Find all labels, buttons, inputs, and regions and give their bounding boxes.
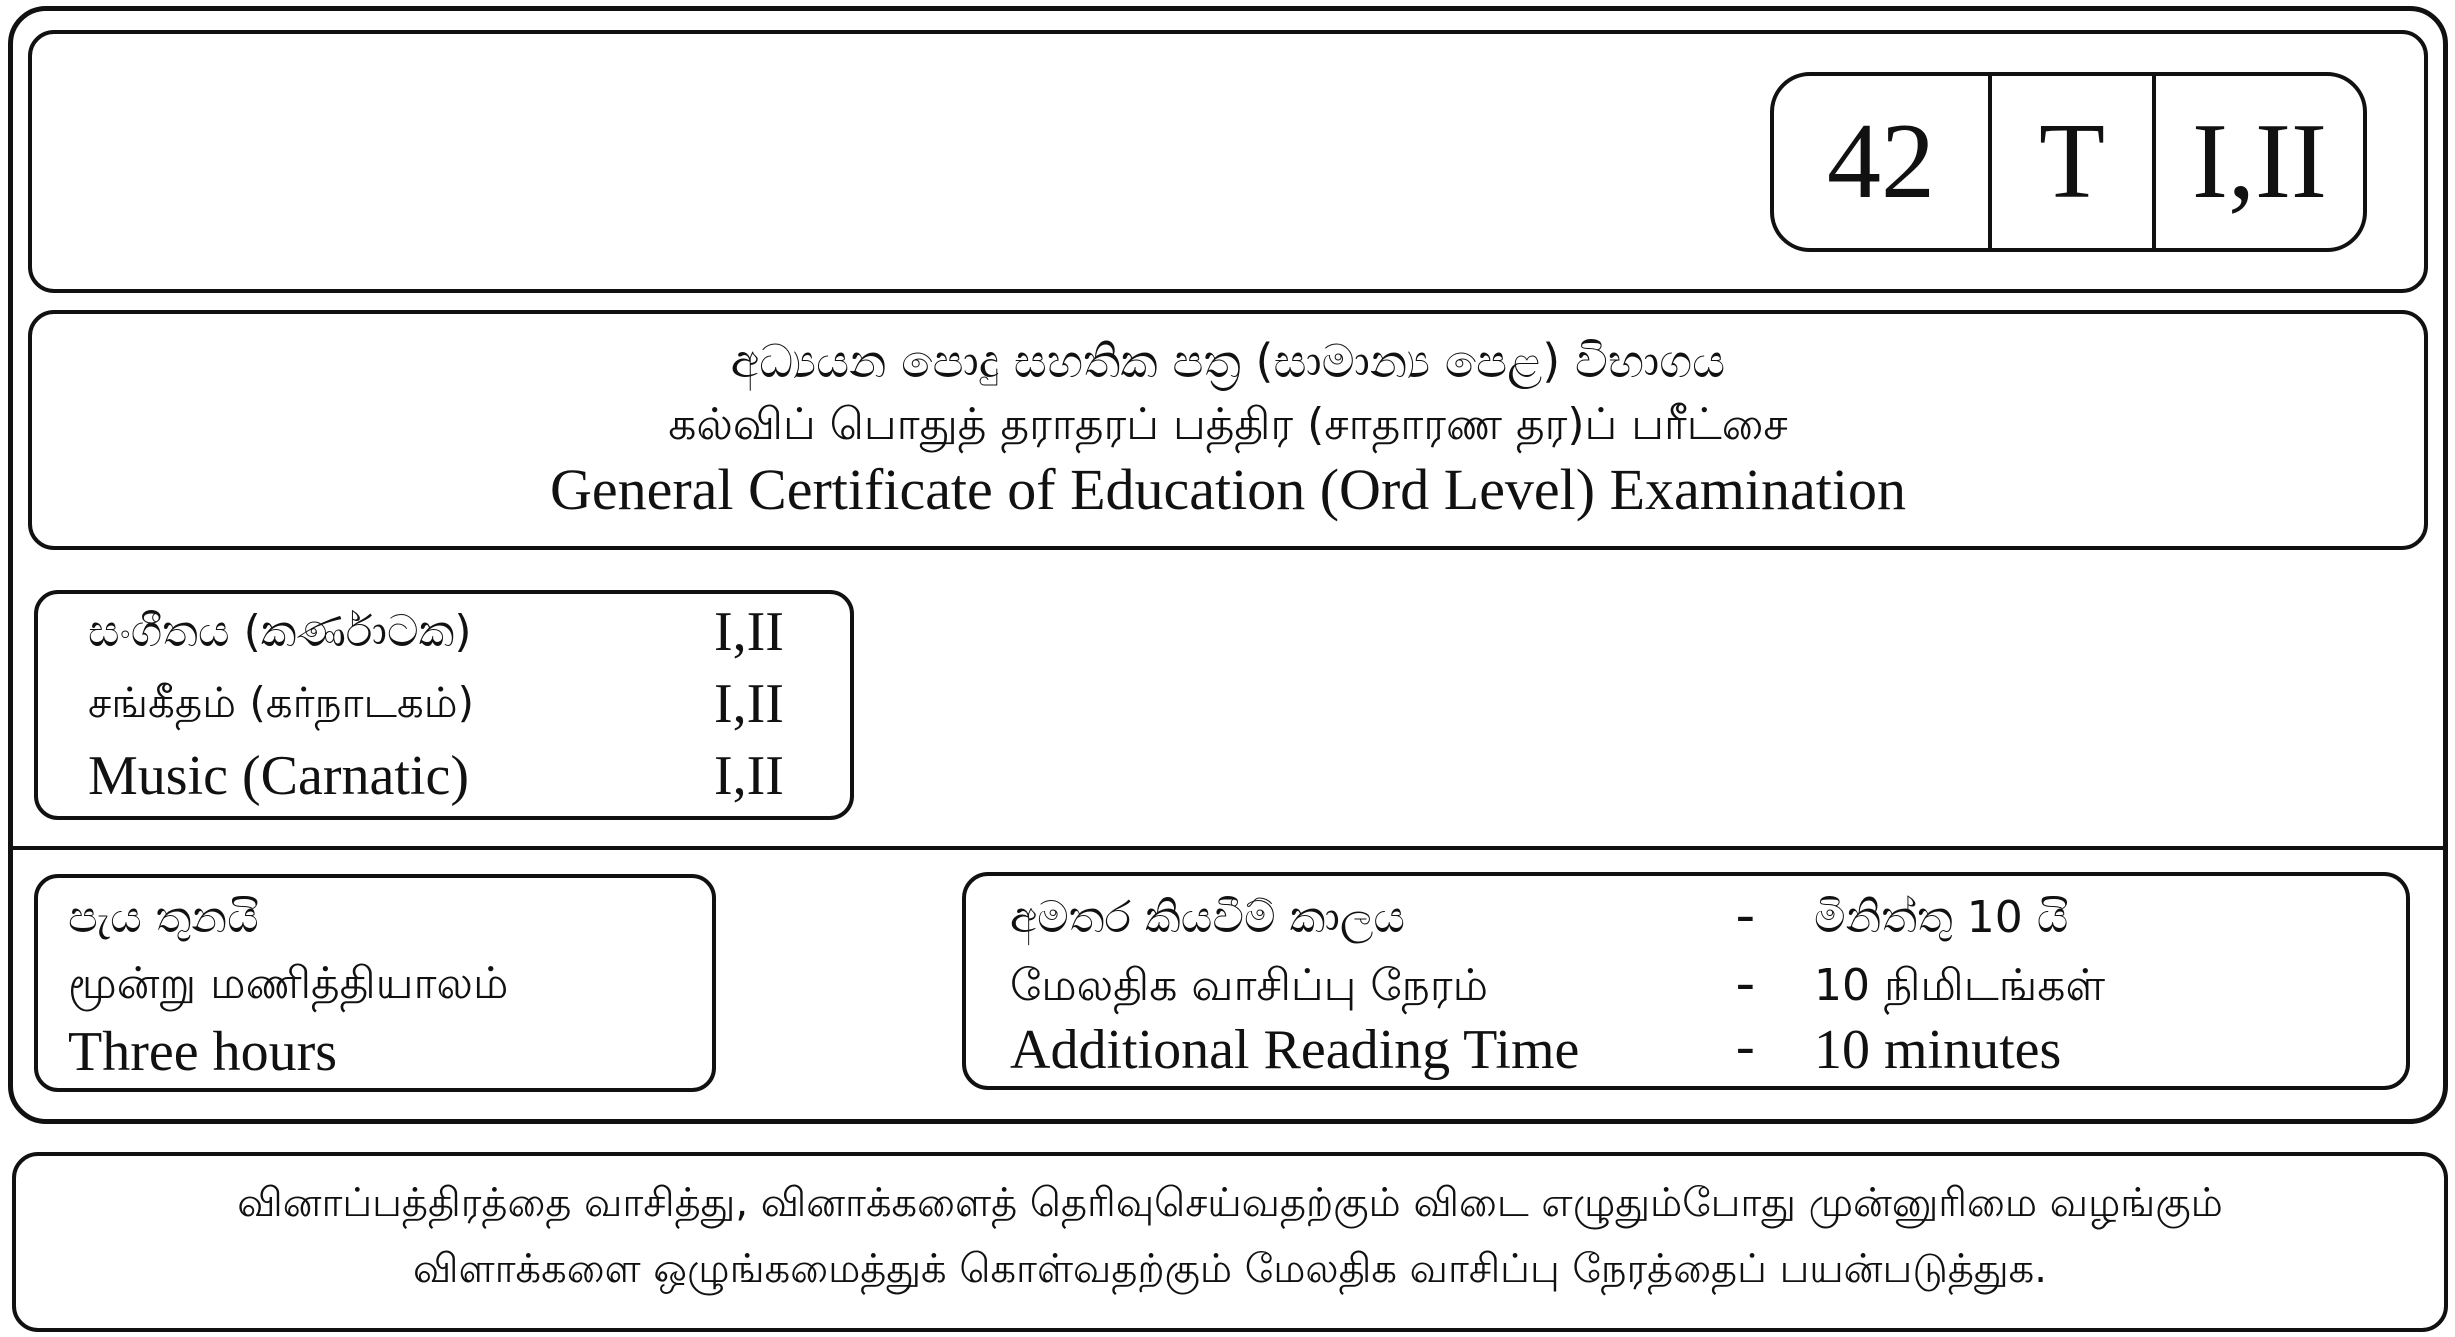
duration-tamil: மூன்று மணித்தியாலம் <box>68 958 509 1009</box>
reading-dash: - <box>1736 951 1755 1013</box>
subject-name-tamil: சங்கீதம் (கர்நாடகம்) <box>88 678 474 727</box>
reading-label-sinhala: අමතර කියවීම් කාලය <box>1010 892 1406 943</box>
reading-time-box <box>962 872 2410 1090</box>
paper-number: 42 <box>1827 102 1935 221</box>
section-divider <box>8 846 2448 850</box>
paper-code-box <box>1770 72 2367 252</box>
subject-papers: I,II <box>714 601 784 663</box>
exam-title-sinhala: අධ්‍යයන පොදු සහතික පත්‍ර (සාමාන්‍ය පෙළ) විභාගය <box>730 334 1726 388</box>
exam-title-box <box>28 310 2428 550</box>
reading-label-tamil: மேலதிக வாசிப்பு நேரம் <box>1010 960 1488 1011</box>
duration-sinhala: පැය තුනයි <box>68 892 259 943</box>
subject-papers: I,II <box>714 745 784 807</box>
paper-numbers: I,II <box>2192 102 2327 221</box>
reading-dash: - <box>1736 1015 1755 1077</box>
exam-title-english: General Certificate of Education (Ord Level) Examination <box>550 457 1906 522</box>
duration-english: Three hours <box>68 1021 338 1083</box>
subject-name-sinhala: සංගීතය (කර්ණාටක) <box>88 606 472 657</box>
reading-value-tamil: 10 நிமிடங்கள் <box>1814 960 2106 1011</box>
duration-box <box>34 874 716 1092</box>
subject-box <box>34 590 854 820</box>
medium-code: T <box>2039 102 2105 221</box>
subject-name-english: Music (Carnatic) <box>88 745 469 807</box>
instruction-line-1: வினாப்பத்திரத்தை வாசித்து, வினாக்களைத் தெரிவுசெய்வதற்கும் விடை எழுதும்போது முன்னுரிமை வழங்கும் <box>237 1180 2223 1226</box>
exam-title-tamil: கல்விப் பொதுத் தராதரப் பத்திர (சாதாரண தர)ப் பரீட்சை <box>668 399 1788 450</box>
reading-value-sinhala: මිනිත්තු 10 යි <box>1814 892 2069 943</box>
reading-dash: - <box>1736 883 1755 945</box>
reading-value-english: 10 minutes <box>1814 1019 2062 1081</box>
subject-papers: I,II <box>714 673 784 735</box>
reading-label-english: Additional Reading Time <box>1010 1019 1580 1081</box>
instructions-box <box>12 1152 2448 1332</box>
instruction-line-2: விளாக்களை ஒழுங்கமைத்துக் கொள்வதற்கும் மேலதிக வாசிப்பு நேரத்தைப் பயன்படுத்துக. <box>413 1246 2047 1292</box>
